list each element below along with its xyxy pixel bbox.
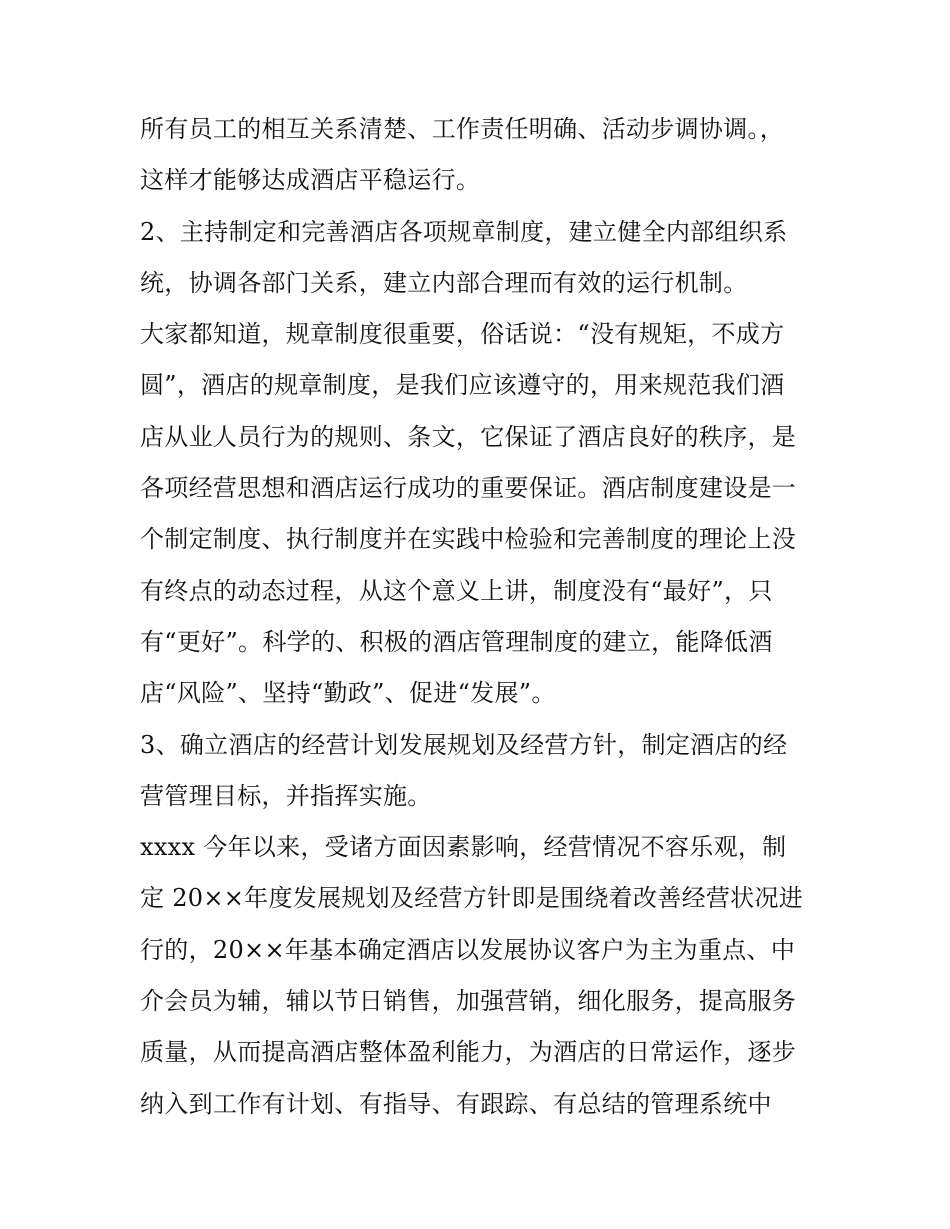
text-line: xxxx 今年以来，受诸方面因素影响，经营情况不容乐观，制	[140, 833, 787, 862]
text-line: 店“风险”、坚持“勤政”、促进“发展”。	[140, 679, 556, 708]
text-line: 纳入到工作有计划、有指导、有跟踪、有总结的管理系统中	[140, 1089, 772, 1118]
text-line: 各项经营思想和酒店运行成功的重要保证。酒店制度建设是一	[140, 474, 797, 503]
text-line: 个制定制度、执行制度并在实践中检验和完善制度的理论上没	[140, 525, 797, 554]
text-line: 行的，20××年基本确定酒店以发展协议客户为主为重点、中	[140, 935, 796, 964]
text-line: 大家都知道，规章制度很重要，俗话说：“没有规矩，不成方	[140, 320, 785, 349]
text-line: 介会员为辅，辅以节日销售，加强营销，细化服务，提高服务	[140, 987, 797, 1016]
text-line: 营管理目标，并指挥实施。	[140, 781, 432, 810]
text-line: 这样才能够达成酒店平稳运行。	[140, 166, 481, 195]
text-line: 2、主持制定和完善酒店各项规章制度，建立健全内部组织系	[140, 217, 788, 246]
body-text	[140, 104, 830, 1130]
text-line: 3、确立酒店的经营计划发展规划及经营方针，制定酒店的经	[140, 730, 788, 759]
text-line: 店从业人员行为的规则、条文，它保证了酒店良好的秩序，是	[140, 422, 797, 451]
text-line: 质量，从而提高酒店整体盈利能力，为酒店的日常运作，逐步	[140, 1038, 797, 1067]
text-line: 所有员工的相互关系清楚、工作责任明确、活动步调协调。，	[140, 115, 785, 143]
text-line: 统，协调各部门关系，建立内部合理而有效的运行机制。	[140, 268, 748, 297]
text-line: 有终点的动态过程，从这个意义上讲，制度没有“最好”，只	[140, 576, 773, 605]
text-line: 定 20××年度发展规划及经营方针即是围绕着改善经营状况进	[140, 884, 804, 913]
text-line: 有“更好”。科学的、积极的酒店管理制度的建立，能降低酒	[140, 627, 773, 656]
text-line: 圆”，酒店的规章制度，是我们应该遵守的，用来规范我们酒	[140, 371, 785, 400]
